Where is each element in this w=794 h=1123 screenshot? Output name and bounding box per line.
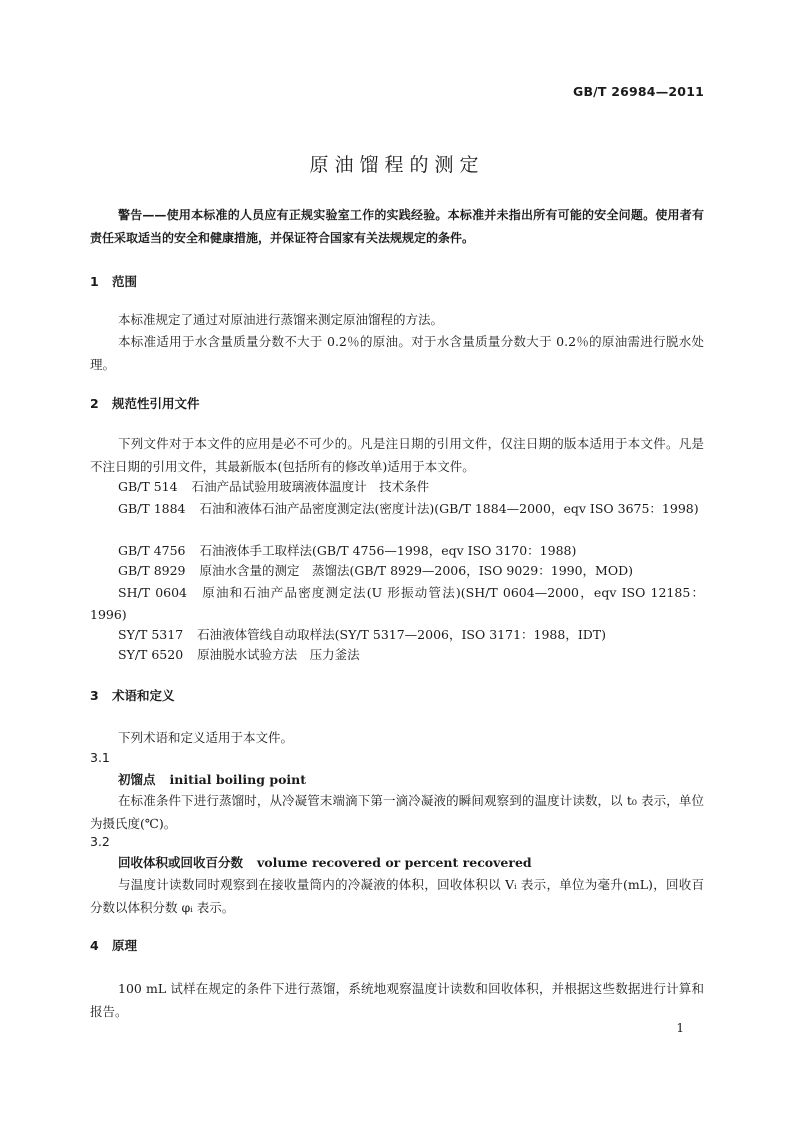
page-number: 1 (676, 1021, 684, 1035)
section-number: 3 (90, 688, 99, 703)
section-title: 术语和定义 (112, 688, 175, 703)
section-title: 范围 (112, 274, 138, 289)
section-3-heading (90, 686, 175, 706)
reference-title: 原油水含量的测定 蒸馏法(GB/T 8929—2006，ISO 9029：1990，MOD) (199, 563, 634, 578)
reference-item (90, 498, 704, 520)
section-1-heading (90, 272, 137, 292)
reference-code: SY/T 5317 (118, 627, 184, 642)
term-number: 3.1 (90, 750, 110, 765)
warning-paragraph: 警告——使用本标准的人员应有正规实验室工作的实践经验。本标准并未指出所有可能的安全问题。使用者有责任采取适当的安全和健康措施，并保证符合国家有关法规规定的条件。 (90, 208, 704, 245)
reference-item (90, 582, 704, 626)
term-heading (118, 853, 532, 873)
section-number: 2 (90, 396, 99, 411)
term-english: initial boiling point (169, 772, 307, 787)
section-number: 1 (90, 274, 99, 289)
reference-title: 石油产品试验用玻璃液体温度计 技术条件 (191, 479, 430, 494)
section-1-paragraph-1: 本标准规定了通过对原油进行蒸馏来测定原油馏程的方法。 (118, 312, 444, 327)
section-2-heading (90, 394, 200, 414)
section-4-heading (90, 936, 137, 956)
reference-code: GB/T 8929 (118, 563, 186, 578)
reference-title: 原油脱水试验方法 压力釜法 (197, 647, 360, 662)
reference-title: 石油液体手工取样法(GB/T 4756—1998，eqv ISO 3170：1988) (199, 543, 577, 558)
section-title: 原理 (112, 938, 138, 953)
term-heading (118, 770, 306, 790)
term-chinese: 回收体积或回收百分数 (118, 855, 244, 870)
reference-item (118, 476, 704, 498)
term-number: 3.2 (90, 834, 110, 849)
section-number: 4 (90, 938, 99, 953)
term-chinese: 初馏点 (118, 772, 156, 787)
section-title: 规范性引用文件 (112, 396, 200, 411)
reference-code: SH/T 0604 (118, 585, 188, 600)
term-english: volume recovered or percent recovered (257, 855, 532, 870)
reference-code: GB/T 1884 (118, 501, 186, 516)
reference-item (118, 560, 704, 582)
term-definition: 与温度计读数同时观察到在接收量筒内的冷凝液的体积，回收体积以 Vᵢ 表示，单位为毫升(mL)，回收百分数以体积分数 φᵢ 表示。 (90, 877, 704, 915)
section-4-paragraph-1: 100 mL 试样在规定的条件下进行蒸馏，系统地观察温度计读数和回收体积，并根据这些数据进行计算和报告。 (90, 981, 704, 1019)
reference-title: 石油液体管线自动取样法(SY/T 5317—2006，ISO 3171：1988，IDT) (197, 627, 607, 642)
section-2-intro: 下列文件对于本文件的应用是必不可少的。凡是注日期的引用文件，仅注日期的版本适用于本文件。凡是不注日期的引用文件，其最新版本(包括所有的修改单)适用于本文件。 (90, 436, 704, 474)
reference-item (118, 624, 704, 646)
reference-code: GB/T 4756 (118, 543, 186, 558)
standard-number: GB/T 26984—2011 (572, 84, 704, 99)
reference-code: GB/T 514 (118, 479, 178, 494)
page-title: 原油馏程的测定 (309, 154, 485, 176)
reference-title: 石油和液体石油产品密度测定法(密度计法)(GB/T 1884—2000，eqv ISO 3675：1998) (199, 501, 699, 516)
section-1-paragraph-2: 本标准适用于水含量质量分数不大于 0.2％的原油。对于水含量质量分数大于 0.2％的原油需进行脱水处理。 (90, 334, 704, 372)
term-definition: 在标准条件下进行蒸馏时，从冷凝管末端滴下第一滴冷凝液的瞬间观察到的温度计读数，以 t₀ 表示，单位为摄氏度(℃)。 (90, 793, 704, 831)
reference-code: SY/T 6520 (118, 647, 184, 662)
reference-title: 原油和石油产品密度测定法(U 形振动管法)(SH/T 0604—2000，eqv ISO 12185：1996) (90, 585, 704, 622)
reference-item (118, 540, 704, 562)
reference-item (118, 644, 704, 666)
section-3-intro: 下列术语和定义适用于本文件。 (118, 730, 294, 745)
